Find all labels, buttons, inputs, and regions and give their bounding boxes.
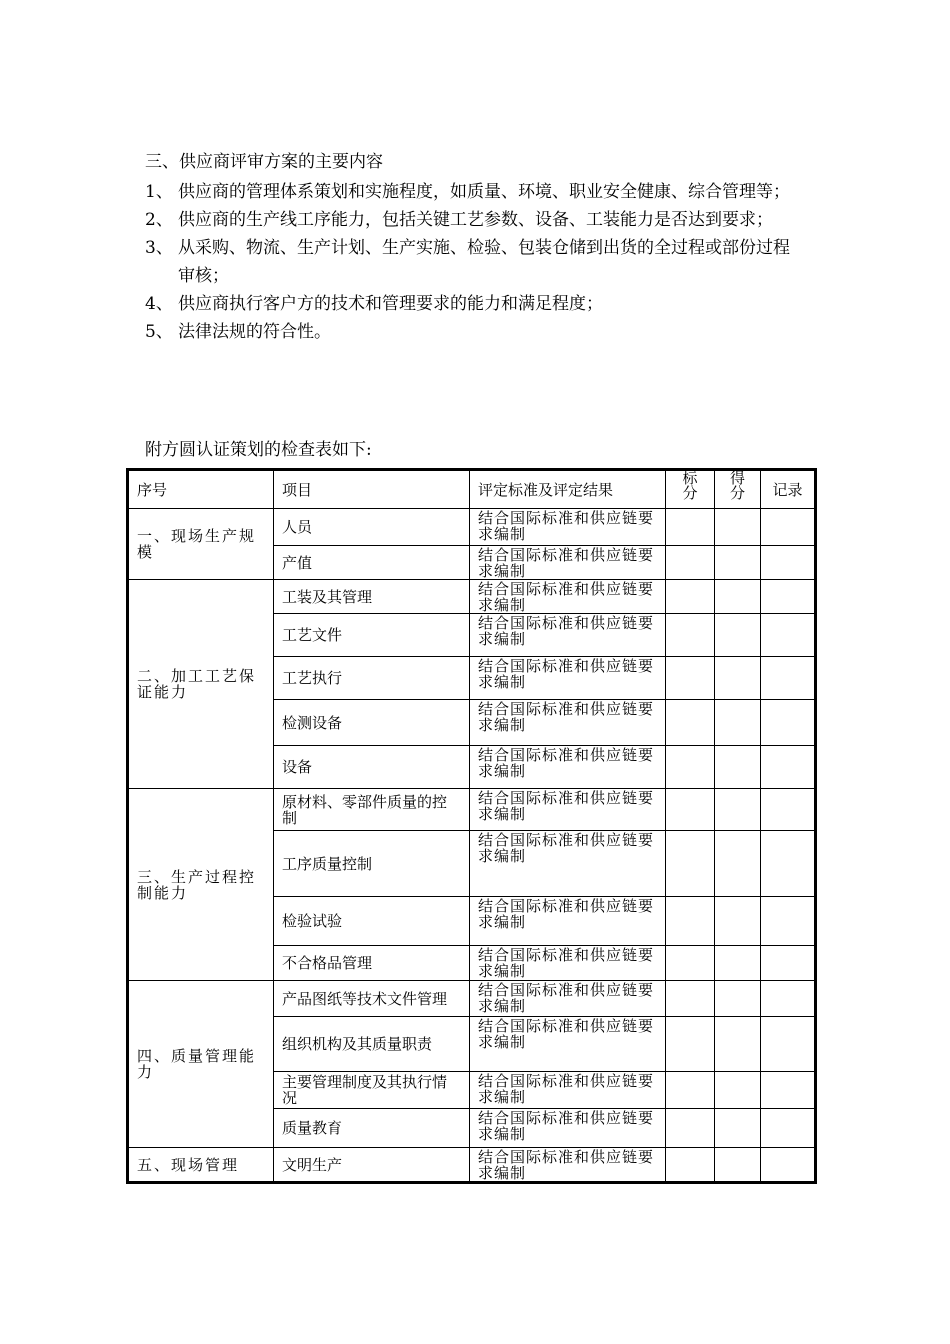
score-got-cell bbox=[715, 546, 761, 580]
checklist-table bbox=[126, 468, 817, 1184]
list-item bbox=[145, 234, 805, 290]
score-standard-cell bbox=[666, 946, 715, 981]
list-item bbox=[145, 290, 805, 318]
record-cell bbox=[761, 1017, 816, 1072]
score-got-cell bbox=[715, 789, 761, 831]
record-cell bbox=[761, 1109, 816, 1148]
section-heading: 三、供应商评审方案的主要内容 bbox=[145, 152, 383, 172]
category-cell: 四、质量管理能力 bbox=[128, 981, 274, 1148]
item-cell: 原材料、零部件质量的控制 bbox=[274, 789, 470, 831]
score-got-cell bbox=[715, 657, 761, 700]
score-got-cell bbox=[715, 509, 761, 546]
score-got-cell bbox=[715, 946, 761, 981]
score-standard-cell bbox=[666, 1017, 715, 1072]
item-cell: 不合格品管理 bbox=[274, 946, 470, 981]
standard-cell: 结合国际标准和供应链要求编制 bbox=[470, 1072, 666, 1109]
item-cell: 组织机构及其质量职责 bbox=[274, 1017, 470, 1072]
score-standard-cell bbox=[666, 746, 715, 789]
score-got-cell bbox=[715, 746, 761, 789]
table-intro: 附方圆认证策划的检查表如下: bbox=[145, 440, 372, 460]
score-standard-cell bbox=[666, 1109, 715, 1148]
category-cell: 五、现场管理 bbox=[128, 1148, 274, 1183]
item-cell: 文明生产 bbox=[274, 1148, 470, 1183]
category-cell: 三、生产过程控制能力 bbox=[128, 789, 274, 981]
list-item-number: 2、 bbox=[145, 210, 173, 230]
standard-cell: 结合国际标准和供应链要求编制 bbox=[470, 946, 666, 981]
score-got-cell bbox=[715, 831, 761, 897]
record-cell bbox=[761, 546, 816, 580]
header-record: 记录 bbox=[761, 470, 816, 509]
score-standard-cell bbox=[666, 1148, 715, 1183]
category-cell: 一、现场生产规模 bbox=[128, 509, 274, 580]
record-cell bbox=[761, 789, 816, 831]
score-got-cell bbox=[715, 1109, 761, 1148]
item-cell: 质量教育 bbox=[274, 1109, 470, 1148]
record-cell bbox=[761, 946, 816, 981]
header-standard: 评定标准及评定结果 bbox=[470, 470, 666, 509]
item-cell: 检验试验 bbox=[274, 897, 470, 946]
score-got-cell bbox=[715, 1017, 761, 1072]
record-cell bbox=[761, 580, 816, 614]
list-item-number: 5、 bbox=[145, 322, 173, 342]
item-cell: 人员 bbox=[274, 509, 470, 546]
list-item-number: 3、 bbox=[145, 238, 173, 258]
standard-cell: 结合国际标准和供应链要求编制 bbox=[470, 1109, 666, 1148]
record-cell bbox=[761, 657, 816, 700]
item-cell: 工艺文件 bbox=[274, 614, 470, 657]
score-got-cell bbox=[715, 580, 761, 614]
item-cell: 工序质量控制 bbox=[274, 831, 470, 897]
standard-cell: 结合国际标准和供应链要求编制 bbox=[470, 509, 666, 546]
list-item-text: 法律法规的符合性。 bbox=[178, 322, 331, 342]
standard-cell: 结合国际标准和供应链要求编制 bbox=[470, 1148, 666, 1183]
item-cell: 产值 bbox=[274, 546, 470, 580]
table-row bbox=[128, 1148, 816, 1183]
standard-cell: 结合国际标准和供应链要求编制 bbox=[470, 580, 666, 614]
header-seq: 序号 bbox=[128, 470, 274, 509]
list-item-text: 供应商的管理体系策划和实施程度，如质量、环境、职业安全健康、综合管理等； bbox=[178, 182, 790, 202]
header-item: 项目 bbox=[274, 470, 470, 509]
score-got-cell bbox=[715, 614, 761, 657]
list-item-number: 1、 bbox=[145, 182, 173, 202]
header-score-standard: 标 分 bbox=[666, 470, 715, 509]
score-standard-cell bbox=[666, 509, 715, 546]
item-cell: 工艺执行 bbox=[274, 657, 470, 700]
table-row bbox=[128, 580, 816, 614]
score-standard-cell bbox=[666, 657, 715, 700]
standard-cell: 结合国际标准和供应链要求编制 bbox=[470, 897, 666, 946]
list-item-text: 从采购、物流、生产计划、生产实施、检验、包装仓储到出货的全过程或部份过程审核； bbox=[178, 238, 790, 286]
list-item bbox=[145, 318, 805, 346]
list-item-text: 供应商的生产线工序能力，包括关键工艺参数、设备、工装能力是否达到要求； bbox=[178, 210, 773, 230]
record-cell bbox=[761, 509, 816, 546]
item-cell: 检测设备 bbox=[274, 700, 470, 746]
record-cell bbox=[761, 700, 816, 746]
score-standard-cell bbox=[666, 614, 715, 657]
standard-cell: 结合国际标准和供应链要求编制 bbox=[470, 614, 666, 657]
score-got-cell bbox=[715, 1148, 761, 1183]
list-item-text: 供应商执行客户方的技术和管理要求的能力和满足程度； bbox=[178, 294, 603, 314]
standard-cell: 结合国际标准和供应链要求编制 bbox=[470, 981, 666, 1017]
record-cell bbox=[761, 1148, 816, 1183]
score-got-cell bbox=[715, 981, 761, 1017]
record-cell bbox=[761, 614, 816, 657]
score-standard-cell bbox=[666, 1072, 715, 1109]
record-cell bbox=[761, 897, 816, 946]
table-row bbox=[128, 789, 816, 831]
score-standard-cell bbox=[666, 897, 715, 946]
score-standard-cell bbox=[666, 546, 715, 580]
score-standard-cell bbox=[666, 831, 715, 897]
score-got-cell bbox=[715, 1072, 761, 1109]
standard-cell: 结合国际标准和供应链要求编制 bbox=[470, 1017, 666, 1072]
header-score-got: 得 分 bbox=[715, 470, 761, 509]
score-standard-cell bbox=[666, 981, 715, 1017]
record-cell bbox=[761, 746, 816, 789]
list-item-number: 4、 bbox=[145, 294, 173, 314]
standard-cell: 结合国际标准和供应链要求编制 bbox=[470, 657, 666, 700]
standard-cell: 结合国际标准和供应链要求编制 bbox=[470, 746, 666, 789]
table-row bbox=[128, 981, 816, 1017]
score-got-cell bbox=[715, 700, 761, 746]
item-cell: 产品图纸等技术文件管理 bbox=[274, 981, 470, 1017]
list-item bbox=[145, 178, 805, 206]
score-standard-cell bbox=[666, 580, 715, 614]
standard-cell: 结合国际标准和供应链要求编制 bbox=[470, 789, 666, 831]
item-cell: 设备 bbox=[274, 746, 470, 789]
table-header-row bbox=[128, 470, 816, 509]
record-cell bbox=[761, 981, 816, 1017]
table-row bbox=[128, 509, 816, 546]
item-cell: 主要管理制度及其执行情况 bbox=[274, 1072, 470, 1109]
standard-cell: 结合国际标准和供应链要求编制 bbox=[470, 831, 666, 897]
category-cell: 二、加工工艺保证能力 bbox=[128, 580, 274, 789]
standard-cell: 结合国际标准和供应链要求编制 bbox=[470, 546, 666, 580]
standard-cell: 结合国际标准和供应链要求编制 bbox=[470, 700, 666, 746]
list-item bbox=[145, 206, 805, 234]
content-list bbox=[145, 178, 805, 346]
record-cell bbox=[761, 1072, 816, 1109]
score-standard-cell bbox=[666, 700, 715, 746]
score-got-cell bbox=[715, 897, 761, 946]
record-cell bbox=[761, 831, 816, 897]
item-cell: 工装及其管理 bbox=[274, 580, 470, 614]
score-standard-cell bbox=[666, 789, 715, 831]
